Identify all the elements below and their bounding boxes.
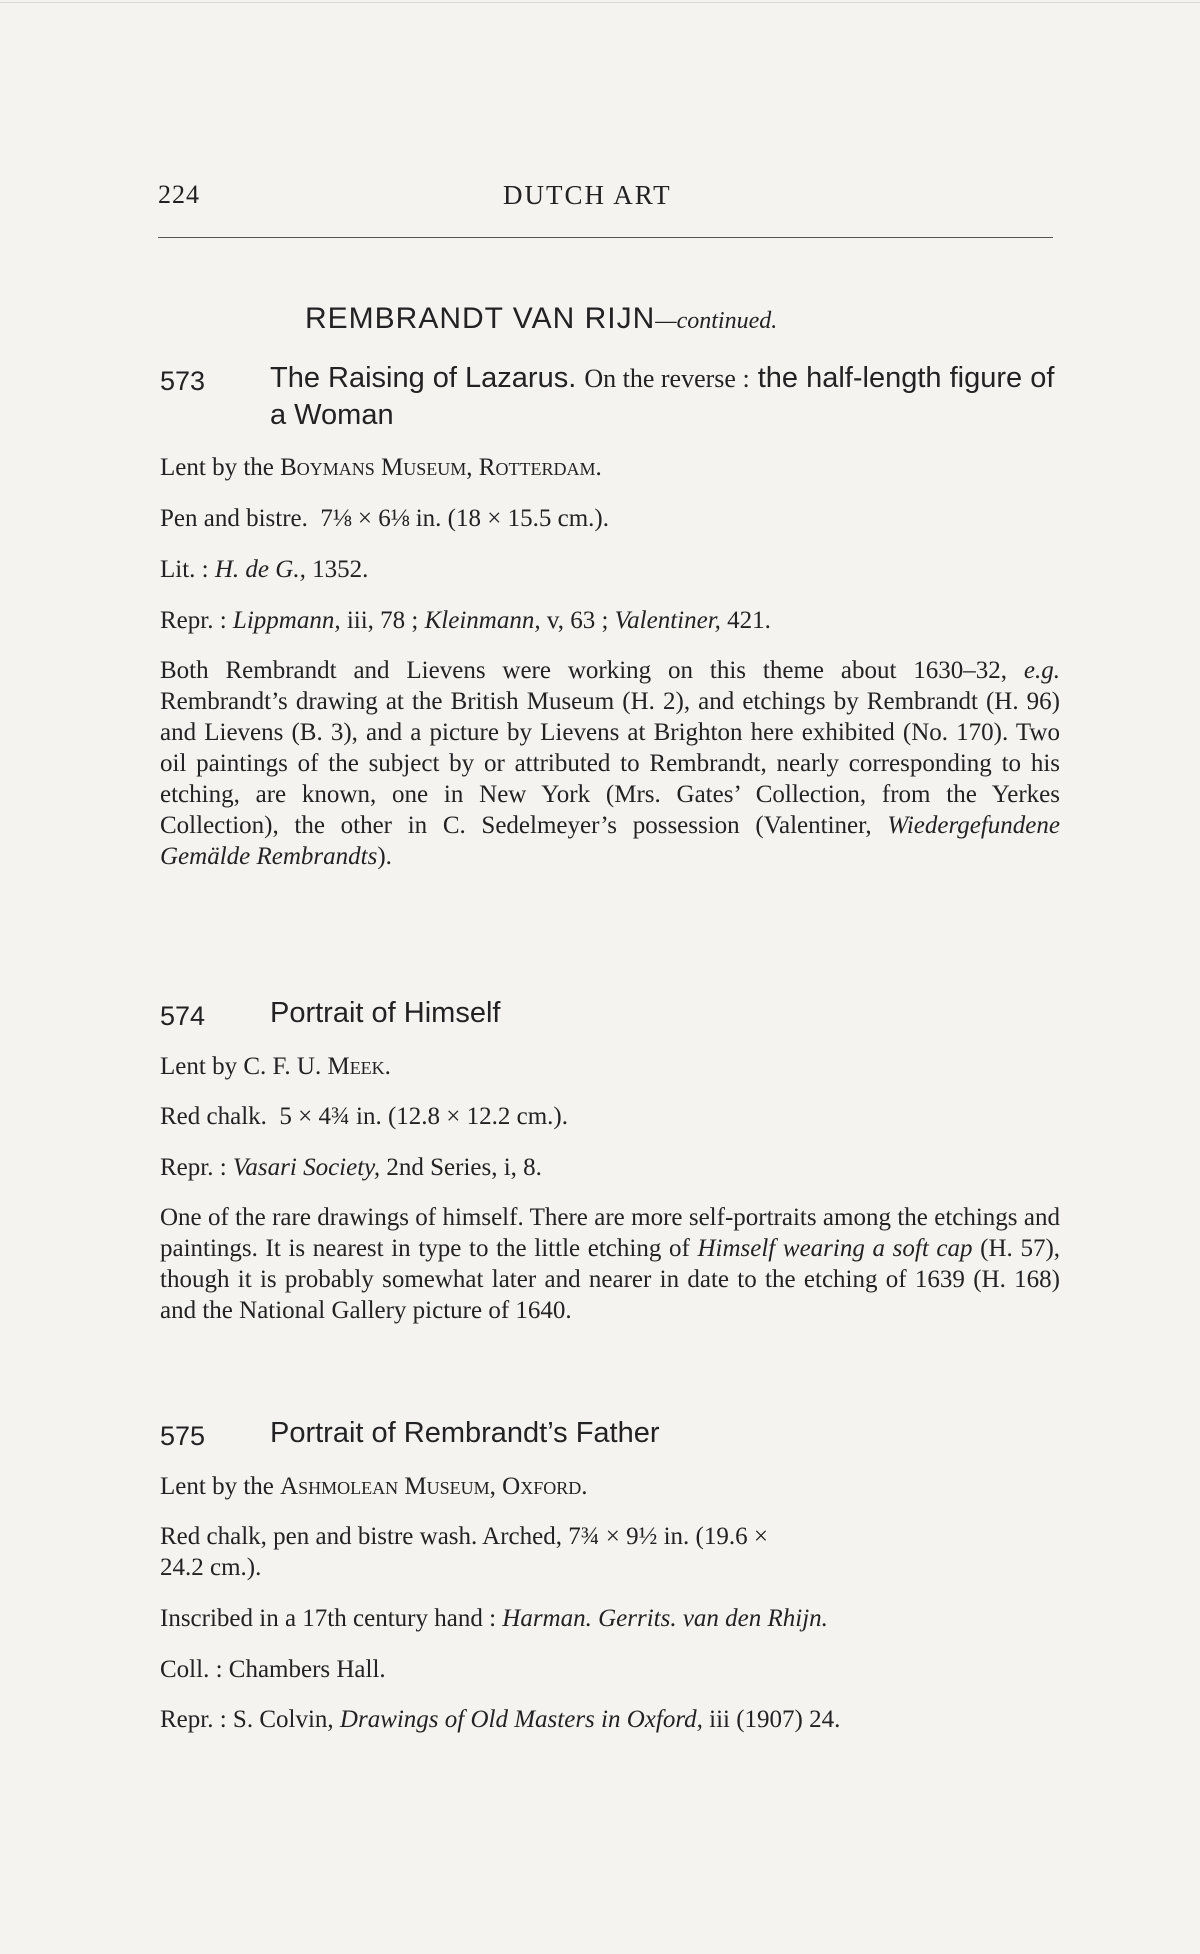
- repr-source: Kleinmann,: [424, 607, 541, 634]
- section-heading: [305, 302, 777, 336]
- header-rule: [158, 237, 1053, 238]
- repr-source: Valentiner,: [614, 607, 721, 634]
- entry-title: Portrait of Rembrandt’s Father: [270, 1417, 660, 1449]
- lit-number: 1352.: [312, 556, 369, 583]
- coll-label: Coll. :: [160, 1656, 223, 1683]
- page-number: 224: [158, 180, 200, 209]
- running-title: DUTCH ART: [503, 180, 672, 210]
- lent-by-prefix: Lent by: [160, 1053, 238, 1080]
- medium-line: [160, 1523, 768, 1551]
- note-text: One of the rare drawings of himself. There are more self-portraits among the etchings and paintings. It is nearest in type to the little etching of: [160, 1204, 1060, 1262]
- lent-by-prefix: Lent by the: [160, 454, 274, 481]
- entry-title-line: [160, 360, 1060, 432]
- literature-line: [160, 556, 368, 584]
- lender-line: [160, 1473, 587, 1501]
- dimensions: 24.2 cm.).: [160, 1554, 262, 1581]
- inscription-line: [160, 1605, 828, 1633]
- note-text: Both Rembrandt and Lievens were working on this theme about 1630–32,: [160, 657, 1008, 684]
- repr-label: Repr. :: [160, 1706, 227, 1733]
- reproduction-line: [160, 1706, 840, 1734]
- catalogue-entry-574: [160, 995, 1061, 1324]
- repr-source: Vasari Society,: [232, 1154, 381, 1181]
- repr-label: Repr. :: [160, 1154, 227, 1181]
- entry-note: [160, 1202, 1060, 1326]
- medium: Red chalk, pen and bistre wash. Arched, 7¾ × 9½ in. (19.6 ×: [160, 1523, 768, 1550]
- reverse-title: the half-length figure of a Woman: [270, 362, 1055, 431]
- continued-label: —continued.: [655, 308, 778, 334]
- entry-number: 573: [160, 366, 206, 396]
- repr-detail: 2nd Series, i, 8.: [386, 1154, 542, 1181]
- entry-title-line: [160, 1415, 1060, 1451]
- lender-name: Ashmolean Museum, Oxford.: [280, 1473, 588, 1500]
- medium: Pen and bistre.: [160, 505, 308, 532]
- lent-by-prefix: Lent by the: [160, 1473, 274, 1500]
- lit-label: Lit. :: [160, 556, 209, 583]
- lender-name: C. F. U. Meek.: [243, 1053, 391, 1080]
- inscribed-label: Inscribed in a 17th century hand :: [160, 1605, 497, 1632]
- catalogue-entry-573: [160, 360, 1060, 870]
- entry-note: [160, 655, 1060, 872]
- title-text: The Raising of Lazarus.: [270, 362, 577, 394]
- entry-title: [270, 360, 1060, 433]
- repr-source: Drawings of Old Masters in Oxford,: [339, 1706, 703, 1733]
- medium-line-cont: [160, 1554, 261, 1582]
- collection-line: [160, 1656, 386, 1684]
- repr-detail: iii, 78 ;: [346, 607, 419, 634]
- repr-author: S. Colvin,: [232, 1706, 334, 1733]
- repr-detail: iii (1907) 24.: [709, 1706, 841, 1733]
- collection-name: Chambers Hall.: [228, 1656, 386, 1683]
- lender-line: [160, 1053, 391, 1081]
- artist-name: REMBRANDT VAN RIJN: [305, 302, 656, 335]
- dimensions: 5 × 4¾ in. (12.8 × 12.2 cm.).: [279, 1103, 569, 1130]
- inscription-text: Harman. Gerrits. van den Rhijn.: [502, 1605, 828, 1632]
- page-top-edge: [0, 2, 1200, 3]
- medium-line: [160, 1103, 568, 1131]
- medium: Red chalk.: [160, 1103, 267, 1130]
- note-text: ).: [377, 843, 392, 870]
- reproduction-line: [160, 607, 771, 635]
- catalogue-entry-575: [160, 1415, 1060, 1733]
- note-book-title: Wiedergefundene Gemälde Rembrandts: [160, 812, 1060, 870]
- dimensions: 7⅛ × 6⅛ in. (18 × 15.5 cm.).: [320, 505, 609, 532]
- note-etching-title: Himself wearing a soft cap: [697, 1235, 973, 1262]
- note-text: (H. 57), though it is probably somewhat later and nearer in date to the etching of 1639 (H. 168) and the National Gallery picture of 1640.: [160, 1235, 1061, 1324]
- lit-reference: H. de G.,: [214, 556, 306, 583]
- lender-name: Boymans Museum, Rotterdam.: [280, 454, 602, 481]
- entry-number: 574: [160, 1001, 206, 1031]
- entry-title-line: [160, 995, 1060, 1031]
- running-head: [158, 180, 1053, 220]
- repr-detail: v, 63 ;: [546, 607, 609, 634]
- medium-line: [160, 505, 609, 533]
- note-abbrev: e.g.: [1023, 657, 1060, 684]
- reproduction-line: [160, 1154, 542, 1182]
- repr-label: Repr. :: [160, 607, 227, 634]
- note-text: Rembrandt’s drawing at the British Museum (H. 2), and etchings by Rembrandt (H. 96) and Lievens (B. 3), and a picture by Lievens at Brighton here exhibited (No. 170). Two oil paintings of the subject by or attributed to Rembrandt, nearly corresponding to his etching, are known, one in New York (Mrs. Gates’ Collection, from the Yerkes Collection), the other in C. Sedelmeyer’s possession (Valentiner,: [160, 688, 1060, 839]
- lender-line: [160, 454, 602, 482]
- repr-detail: 421.: [727, 607, 771, 634]
- entry-number: 575: [160, 1421, 206, 1451]
- entry-title: Portrait of Himself: [270, 997, 501, 1029]
- repr-source: Lippmann,: [232, 607, 341, 634]
- reverse-label: On the reverse :: [584, 364, 750, 393]
